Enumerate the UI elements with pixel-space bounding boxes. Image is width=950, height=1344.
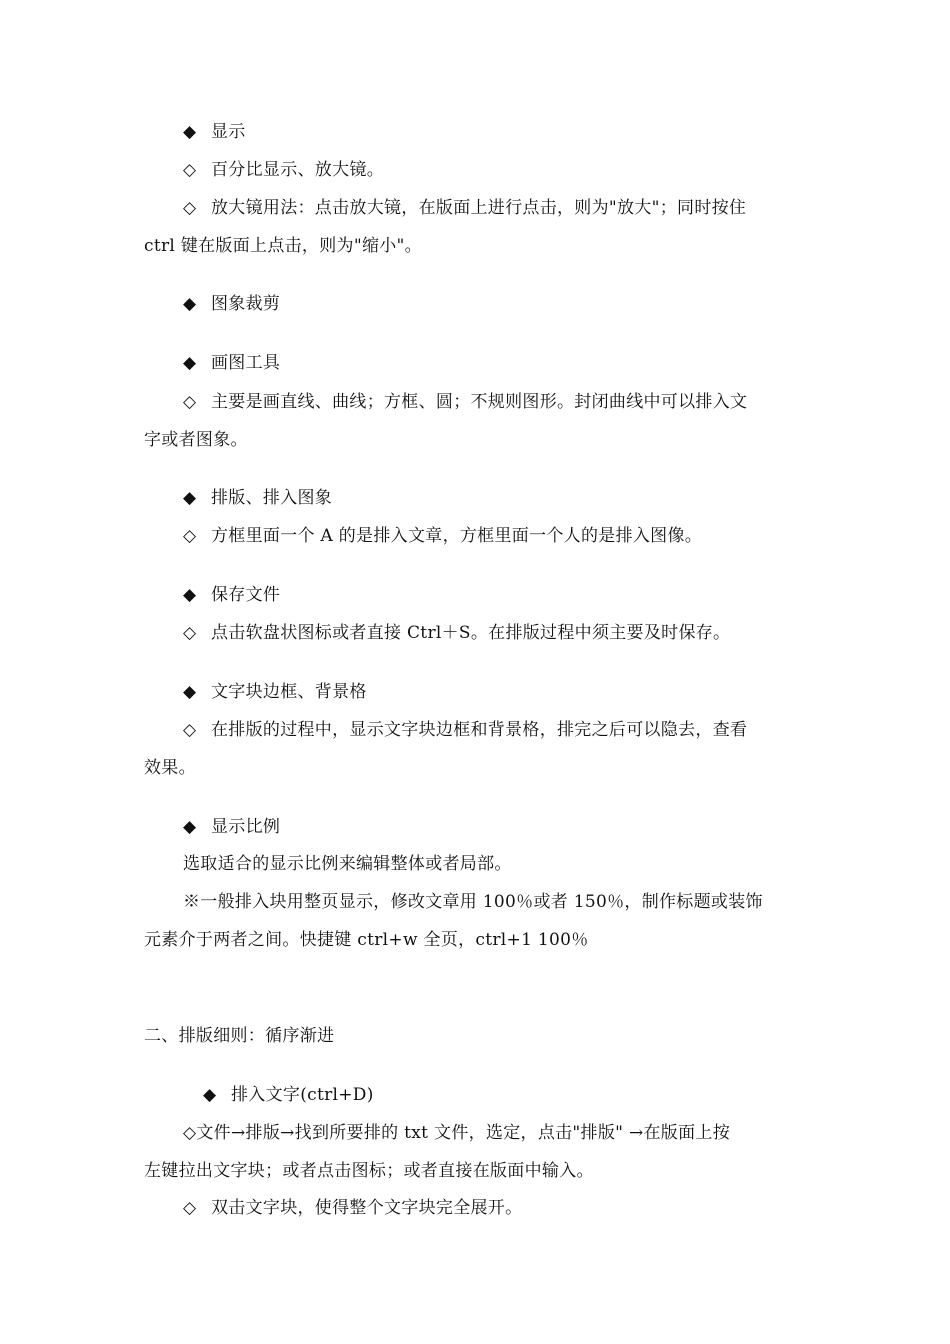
filled-diamond-icon: ◆ <box>203 1085 217 1105</box>
bullet-drawing-tools: ◆ 画图工具 <box>183 353 281 373</box>
filled-diamond-icon: ◆ <box>183 817 197 837</box>
filled-diamond-icon: ◆ <box>183 294 197 314</box>
bullet-image-crop: ◆ 图象裁剪 <box>183 294 281 314</box>
hollow-diamond-icon: ◇ <box>183 198 197 218</box>
filled-diamond-icon: ◆ <box>183 585 197 605</box>
bullet-save-file: ◆ 保存文件 <box>183 585 281 605</box>
hollow-diamond-icon: ◇ <box>183 720 197 740</box>
item-magnifier-usage: ◇ 放大镜用法：点击放大镜，在版面上进行点击，则为"放大"；同时按住 <box>183 198 747 218</box>
bullet-insert-text: ◆ 排入文字(ctrl+D) <box>203 1085 374 1105</box>
item-insert-article-image: ◇ 方框里面一个 A 的是排入文章，方框里面一个人的是排入图像。 <box>183 526 703 546</box>
bullet-display-ratio: ◆ 显示比例 <box>183 817 281 837</box>
item-border-grid: ◇ 在排版的过程中，显示文字块边框和背景格，排完之后可以隐去，查看 <box>183 720 748 740</box>
item-border-grid-cont: 效果。 <box>144 758 196 778</box>
item-magnifier-usage-cont: ctrl 键在版面上点击，则为"缩小"。 <box>144 236 422 256</box>
item-double-click-block: ◇ 双击文字块，使得整个文字块完全展开。 <box>183 1198 523 1218</box>
hollow-diamond-icon: ◇ <box>183 526 197 546</box>
filled-diamond-icon: ◆ <box>183 353 197 373</box>
item-ratio-select: 选取适合的显示比例来编辑整体或者局部。 <box>183 854 512 874</box>
item-ratio-note: ※一般排入块用整页显示，修改文章用 100％或者 150％，制作标题或装饰 <box>183 892 763 912</box>
bullet-text-block-border: ◆ 文字块边框、背景格 <box>183 682 367 702</box>
item-insert-text-steps-cont: 左键拉出文字块；或者点击图标；或者直接在版面中输入。 <box>144 1161 594 1181</box>
bullet-display: ◆ 显示 <box>183 122 246 142</box>
section-heading-layout-rules: 二、排版细则：循序渐进 <box>144 1026 335 1046</box>
item-drawing-shapes-cont: 字或者图象。 <box>144 430 248 450</box>
item-drawing-shapes: ◇ 主要是画直线、曲线；方框、圆；不规则图形。封闭曲线中可以排入文 <box>183 392 748 412</box>
hollow-diamond-icon: ◇ <box>183 160 197 180</box>
filled-diamond-icon: ◆ <box>183 488 197 508</box>
bullet-layout-insert-image: ◆ 排版、排入图象 <box>183 488 333 508</box>
hollow-diamond-icon: ◇ <box>183 392 197 412</box>
item-insert-text-steps: ◇文件→排版→找到所要排的 txt 文件，选定，点击"排版" →在版面上按 <box>183 1123 731 1143</box>
hollow-diamond-icon: ◇ <box>183 623 197 643</box>
item-ratio-note-cont: 元素介于两者之间。快捷键 ctrl+w 全页，ctrl+1 100％ <box>144 930 589 950</box>
item-percent-display: ◇ 百分比显示、放大镜。 <box>183 160 384 180</box>
filled-diamond-icon: ◆ <box>183 682 197 702</box>
item-save-shortcut: ◇ 点击软盘状图标或者直接 Ctrl＋S。在排版过程中须主要及时保存。 <box>183 623 731 643</box>
filled-diamond-icon: ◆ <box>183 122 197 142</box>
hollow-diamond-icon: ◇ <box>183 1198 197 1218</box>
